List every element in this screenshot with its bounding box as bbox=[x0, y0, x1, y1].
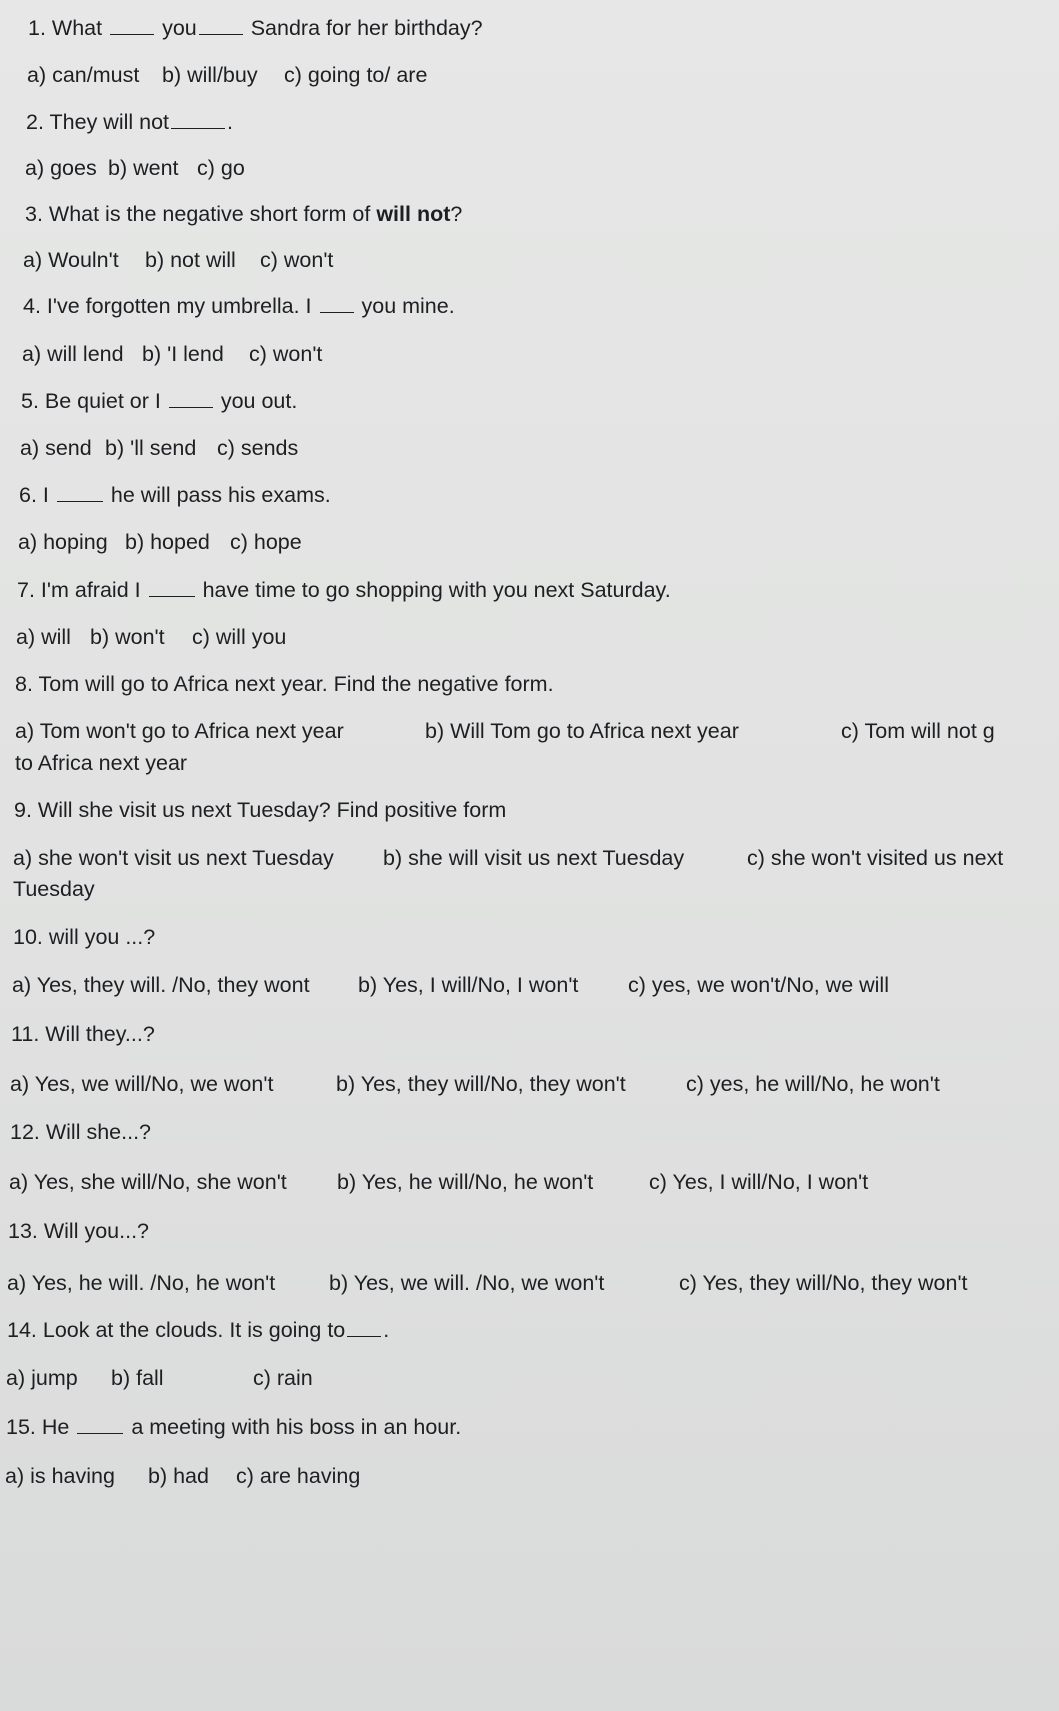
option-c: c) Tom will not g bbox=[841, 719, 995, 743]
option-b: b) Yes, he will/No, he won't bbox=[337, 1170, 594, 1194]
option-b: b) will/buy bbox=[162, 63, 258, 87]
answer-blank bbox=[77, 1415, 123, 1434]
options-8 bbox=[15, 717, 995, 745]
question-text: 9. Will she visit us next Tuesday? Find positive form bbox=[14, 798, 507, 822]
option-c: c) go bbox=[197, 156, 245, 180]
option-b: b) Yes, they will/No, they won't bbox=[336, 1072, 626, 1096]
option-b: b) 'll send bbox=[105, 436, 197, 460]
question-text: 2. They will not bbox=[26, 110, 170, 134]
question-14 bbox=[7, 1316, 389, 1344]
option-c: c) yes, he will/No, he won't bbox=[686, 1072, 940, 1096]
option-b: b) Yes, we will. /No, we won't bbox=[329, 1271, 605, 1295]
option-a: a) Yes, she will/No, she won't bbox=[9, 1170, 287, 1194]
option-a: a) is having bbox=[5, 1464, 115, 1488]
option-c: c) yes, we won't/No, we will bbox=[628, 973, 889, 997]
answer-blank bbox=[199, 16, 243, 35]
question-text: have time to go shopping with you next Saturday. bbox=[202, 578, 671, 602]
option-a: a) hoping bbox=[18, 530, 108, 554]
question-text: ? bbox=[450, 202, 463, 226]
option-b: b) had bbox=[148, 1464, 209, 1488]
question-text: 13. Will you...? bbox=[8, 1219, 149, 1243]
option-c-continued: Tuesday bbox=[13, 877, 95, 901]
options-7 bbox=[16, 623, 286, 651]
option-a: a) send bbox=[20, 436, 92, 460]
question-12 bbox=[10, 1118, 151, 1146]
question-text: 7. I'm afraid I bbox=[17, 578, 141, 602]
question-text: 6. I bbox=[19, 483, 49, 507]
option-b: b) went bbox=[108, 156, 179, 180]
option-a: a) goes bbox=[25, 156, 97, 180]
options-9 bbox=[13, 844, 1003, 872]
option-a: a) can/must bbox=[27, 63, 140, 87]
option-c: c) won't bbox=[249, 342, 323, 366]
options-12 bbox=[9, 1168, 868, 1196]
question-text: 14. Look at the clouds. It is going to bbox=[7, 1318, 346, 1342]
question-text: Sandra for her birthday? bbox=[250, 16, 483, 40]
option-c: c) rain bbox=[253, 1366, 313, 1390]
option-a: a) jump bbox=[6, 1366, 78, 1390]
options-15 bbox=[5, 1462, 360, 1490]
options-2 bbox=[25, 154, 245, 182]
question-text: 11. Will they...? bbox=[11, 1022, 155, 1046]
question-text: . bbox=[383, 1318, 390, 1342]
option-a: a) Yes, they will. /No, they wont bbox=[12, 973, 310, 997]
question-11 bbox=[11, 1020, 155, 1048]
answer-blank bbox=[320, 294, 354, 313]
option-b: b) Yes, I will/No, I won't bbox=[358, 973, 579, 997]
answer-blank bbox=[171, 110, 225, 129]
option-c: c) sends bbox=[217, 436, 299, 460]
options-6 bbox=[18, 528, 302, 556]
option-b: b) hoped bbox=[125, 530, 210, 554]
option-a: a) will lend bbox=[22, 342, 124, 366]
question-text: a meeting with his boss in an hour. bbox=[131, 1415, 462, 1439]
options-9-continued bbox=[13, 875, 95, 903]
question-text: 4. I've forgotten my umbrella. I bbox=[23, 294, 312, 318]
option-b: b) Will Tom go to Africa next year bbox=[425, 719, 739, 743]
options-10 bbox=[12, 971, 889, 999]
option-a: a) Tom won't go to Africa next year bbox=[15, 719, 344, 743]
option-b: b) not will bbox=[145, 248, 236, 272]
option-c: c) she won't visited us next bbox=[747, 846, 1004, 870]
option-c: c) will you bbox=[192, 625, 287, 649]
option-c: c) Yes, they will/No, they won't bbox=[679, 1271, 968, 1295]
answer-blank bbox=[149, 578, 195, 597]
question-8 bbox=[15, 670, 554, 698]
question-text: 3. What is the negative short form of bbox=[25, 202, 377, 226]
question-keyword: will not bbox=[376, 202, 451, 226]
question-4 bbox=[23, 292, 455, 320]
answer-blank bbox=[110, 16, 154, 35]
question-text: 15. He bbox=[6, 1415, 70, 1439]
question-text: you out. bbox=[220, 389, 298, 413]
question-text: 12. Will she...? bbox=[10, 1120, 151, 1144]
question-6 bbox=[19, 481, 331, 509]
options-11 bbox=[10, 1070, 940, 1098]
question-7 bbox=[17, 576, 671, 604]
answer-blank bbox=[347, 1318, 381, 1337]
question-15 bbox=[6, 1413, 461, 1441]
option-b: b) won't bbox=[90, 625, 165, 649]
answer-blank bbox=[57, 483, 103, 502]
options-13 bbox=[7, 1269, 968, 1297]
question-text: 1. What bbox=[28, 16, 103, 40]
option-a: a) will bbox=[16, 625, 71, 649]
question-2 bbox=[26, 108, 233, 136]
option-a: a) Yes, he will. /No, he won't bbox=[7, 1271, 276, 1295]
options-1 bbox=[27, 61, 427, 89]
option-b: b) she will visit us next Tuesday bbox=[383, 846, 685, 870]
option-c: c) Yes, I will/No, I won't bbox=[649, 1170, 869, 1194]
option-b: b) fall bbox=[111, 1366, 164, 1390]
options-14 bbox=[6, 1364, 313, 1392]
question-9 bbox=[14, 796, 506, 824]
option-b: b) 'I lend bbox=[142, 342, 224, 366]
option-c: c) are having bbox=[236, 1464, 361, 1488]
question-text: 5. Be quiet or I bbox=[21, 389, 161, 413]
question-13 bbox=[8, 1217, 149, 1245]
question-10 bbox=[13, 923, 155, 951]
option-a: a) she won't visit us next Tuesday bbox=[13, 846, 334, 870]
option-a: a) Wouln't bbox=[23, 248, 119, 272]
question-text: . bbox=[227, 110, 233, 134]
option-c: c) won't bbox=[260, 248, 334, 272]
question-text: 8. Tom will go to Africa next year. Find the negative form. bbox=[15, 672, 554, 696]
option-c: c) hope bbox=[230, 530, 302, 554]
option-c-continued: to Africa next year bbox=[15, 751, 188, 775]
option-c: c) going to/ are bbox=[284, 63, 428, 87]
options-8-continued bbox=[15, 749, 187, 777]
option-a: a) Yes, we will/No, we won't bbox=[10, 1072, 274, 1096]
question-3 bbox=[25, 200, 462, 228]
question-5 bbox=[21, 387, 297, 415]
options-4 bbox=[22, 340, 322, 368]
options-3 bbox=[23, 246, 333, 274]
question-text: you mine. bbox=[361, 294, 455, 318]
question-text: you bbox=[162, 16, 197, 40]
options-5 bbox=[20, 434, 298, 462]
question-text: he will pass his exams. bbox=[110, 483, 331, 507]
question-1 bbox=[28, 14, 483, 42]
answer-blank bbox=[169, 389, 213, 408]
question-text: 10. will you ...? bbox=[13, 925, 156, 949]
